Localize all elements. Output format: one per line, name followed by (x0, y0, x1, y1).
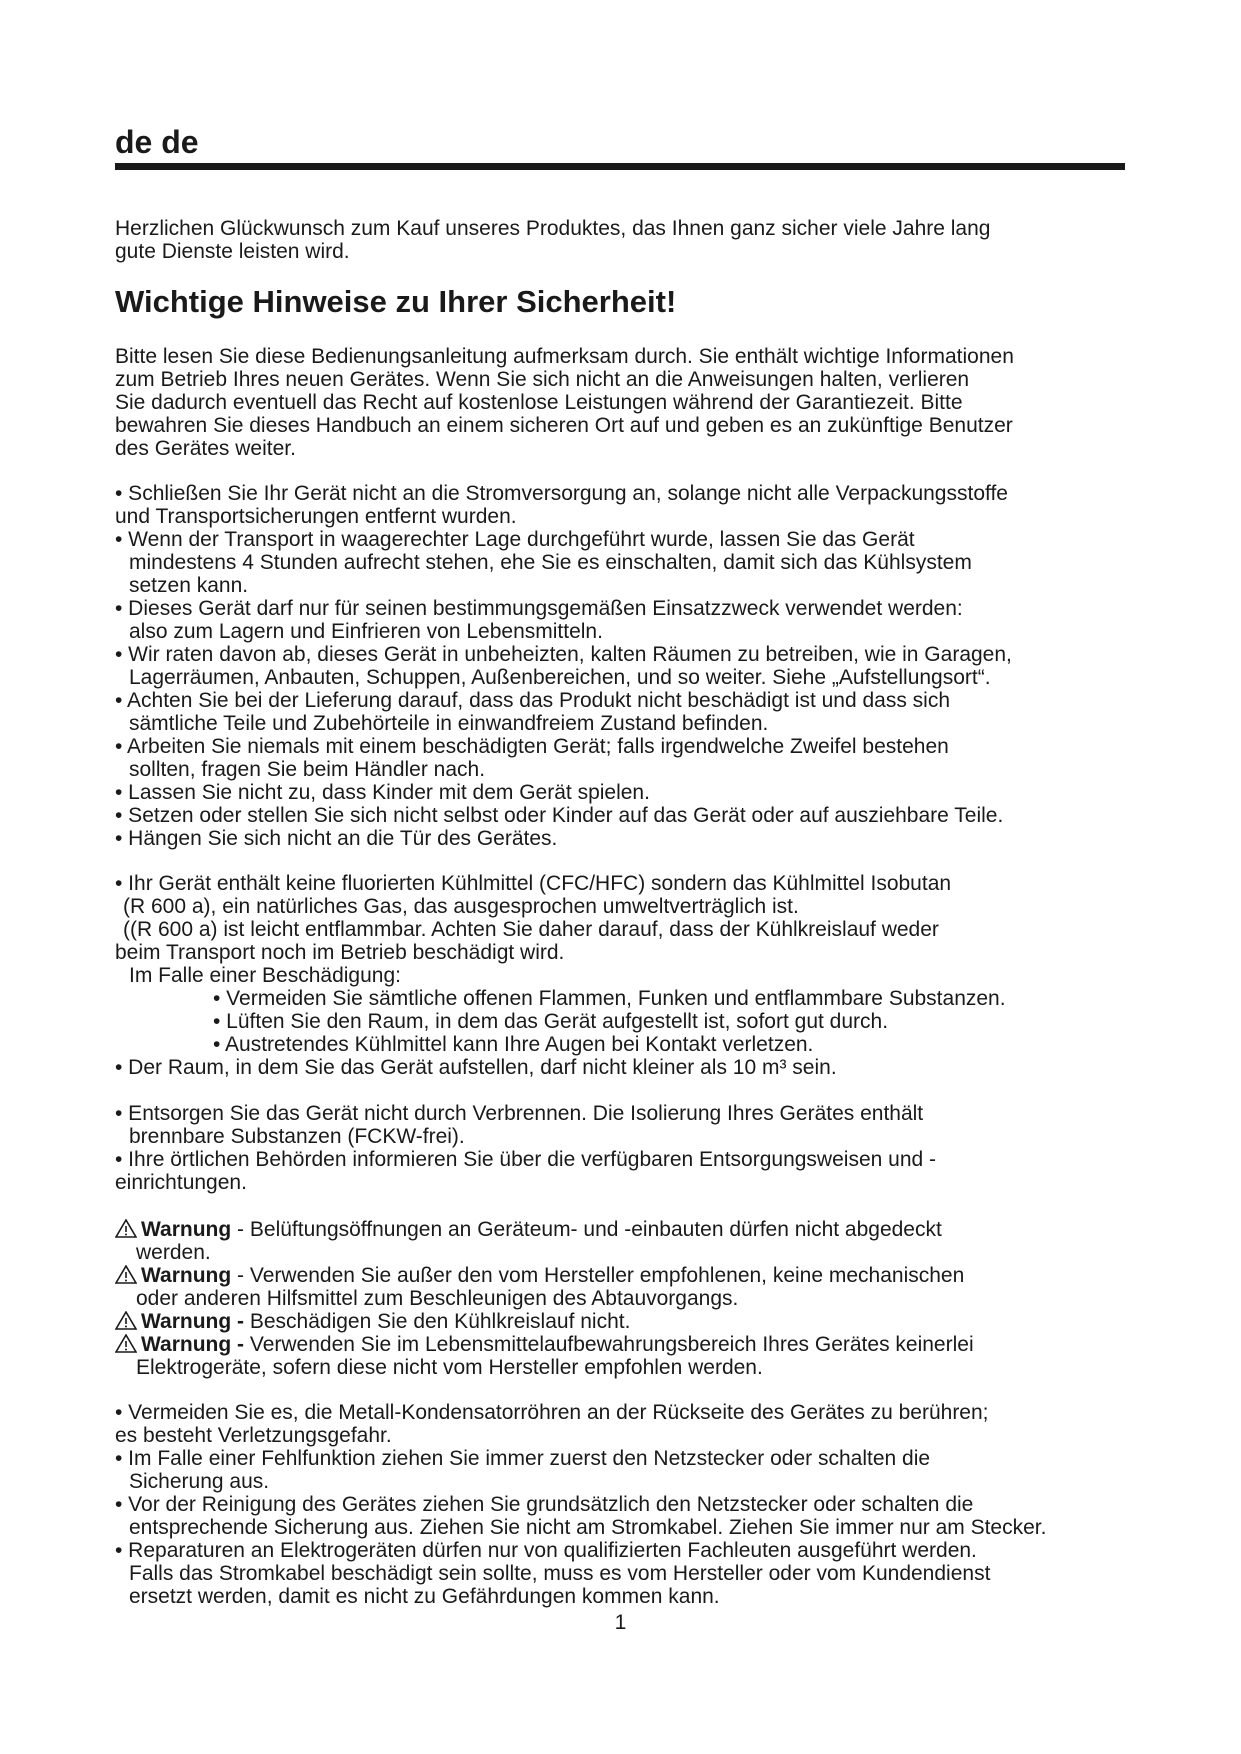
warning-label: Warnung - (141, 1310, 245, 1333)
text-line: • Ihre örtlichen Behörden informieren Sie über die verfügbaren Entsorgungsweisen und - (115, 1148, 936, 1171)
text-line: und Transportsicherungen entfernt wurden. (115, 505, 517, 528)
text-line: • Lüften Sie den Raum, in dem das Gerät aufgestellt ist, sofort gut durch. (213, 1010, 889, 1033)
warning-text: Verwenden Sie im Lebensmittelaufbewahrungsbereich Ihres Gerätes keinerlei (244, 1333, 974, 1356)
text-line: Sie dadurch eventuell das Recht auf kostenlose Leistungen während der Garantiezeit. Bitte (115, 391, 963, 414)
text-line: • Achten Sie bei der Lieferung darauf, dass das Produkt nicht beschädigt ist und dass sich (115, 689, 951, 712)
text-line: • Vermeiden Sie sämtliche offenen Flammen, Funken und entflammbare Substanzen. (213, 987, 1006, 1010)
text-line: bewahren Sie dieses Handbuch an einem sicheren Ort auf und geben es an zukünftige Benutzer (115, 414, 1013, 437)
text-line: • Wir raten davon ab, dieses Gerät in unbeheizten, kalten Räumen zu betreiben, wie in Garagen, (115, 643, 1012, 666)
text-line: Herzlichen Glückwunsch zum Kauf unseres Produktes, das Ihnen ganz sicher viele Jahre lang (115, 217, 991, 240)
text-line: ((R 600 a) ist leicht entflammbar. Achten Sie daher darauf, dass der Kühlkreislauf weder (123, 918, 939, 941)
warnings-list (115, 1218, 1155, 1379)
text-line: gute Dienste leisten wird. (115, 240, 350, 263)
text-line: • Schließen Sie Ihr Gerät nicht an die Stromversorgung an, solange nicht alle Verpackungsstoffe (115, 482, 1008, 505)
warning-triangle-icon (115, 1219, 137, 1238)
text-line: oder anderen Hilfsmittel zum Beschleunigen des Abtauvorgangs. (136, 1287, 739, 1310)
text-line: werden. (136, 1241, 211, 1264)
text-line: brennbare Substanzen (FCKW-frei). (129, 1125, 465, 1148)
warning-text: Beschädigen Sie den Kühlkreislauf nicht. (244, 1310, 631, 1333)
text-line: zum Betrieb Ihres neuen Gerätes. Wenn Sie sich nicht an die Anweisungen halten, verlieren (115, 368, 970, 391)
page-number: 1 (614, 1611, 627, 1634)
text-line: einrichtungen. (115, 1171, 247, 1194)
document-title: de de (115, 124, 199, 160)
text-line: • Der Raum, in dem Sie das Gerät aufstellen, darf nicht kleiner als 10 m³ sein. (115, 1056, 837, 1079)
text-line: sämtliche Teile und Zubehörteile in einwandfreiem Zustand befinden. (129, 712, 769, 735)
text-line: ersetzt werden, damit es nicht zu Gefährdungen kommen kann. (129, 1585, 720, 1608)
text-line: (R 600 a), ein natürliches Gas, das ausgesprochen umweltverträglich ist. (123, 895, 799, 918)
refrigerant-list (115, 872, 1155, 1079)
disposal-list (115, 1102, 1155, 1194)
text-line: entsprechende Sicherung aus. Ziehen Sie nicht am Stromkabel. Ziehen Sie immer nur am Stecker. (129, 1516, 1047, 1539)
text-line: Elektrogeräte, sofern diese nicht vom Hersteller empfohlen werden. (136, 1356, 763, 1379)
warning-item (115, 1264, 1155, 1287)
title-rule (115, 163, 1125, 170)
text-line: Falls das Stromkabel beschädigt sein sollte, muss es vom Hersteller oder vom Kundendienst (129, 1562, 991, 1585)
text-line: • Vermeiden Sie es, die Metall-Kondensatorröhren an der Rückseite des Gerätes zu berühren; (115, 1401, 989, 1424)
text-line: • Im Falle einer Fehlfunktion ziehen Sie immer zuerst den Netzstecker oder schalten die (115, 1447, 931, 1470)
section-heading: Wichtige Hinweise zu Ihrer Sicherheit! (115, 284, 677, 319)
text-line: Lagerräumen, Anbauten, Schuppen, Außenbereichen, und so weiter. Siehe „Aufstellungsort“. (129, 666, 991, 689)
text-line: • Dieses Gerät darf nur für seinen bestimmungsgemäßen Einsatzzweck verwendet werden: (115, 597, 963, 620)
text-line: setzen kann. (129, 574, 249, 597)
text-line: es besteht Verletzungsgefahr. (115, 1424, 392, 1447)
text-line: • Austretendes Kühlmittel kann Ihre Augen bei Kontakt verletzen. (213, 1033, 814, 1056)
warning-item (115, 1333, 1155, 1356)
text-line: • Vor der Reinigung des Gerätes ziehen Sie grundsätzlich den Netzstecker oder schalten die (115, 1493, 974, 1516)
text-line: • Lassen Sie nicht zu, dass Kinder mit dem Gerät spielen. (115, 781, 650, 804)
maintenance-list (115, 1401, 1155, 1608)
text-line: • Hängen Sie sich nicht an die Tür des Gerätes. (115, 827, 558, 850)
text-line: • Arbeiten Sie niemals mit einem beschädigten Gerät; falls irgendwelche Zweifel bestehen (115, 735, 949, 758)
warning-item (115, 1218, 1155, 1241)
text-line: • Setzen oder stellen Sie sich nicht selbst oder Kinder auf das Gerät oder auf ausziehbare Teile. (115, 804, 1004, 827)
text-line: • Ihr Gerät enthält keine fluorierten Kühlmittel (CFC/HFC) sondern das Kühlmittel Isobutan (115, 872, 952, 895)
warning-text: - Verwenden Sie außer den vom Hersteller empfohlenen, keine mechanischen (231, 1264, 965, 1287)
text-line: Sicherung aus. (129, 1470, 270, 1493)
text-line: beim Transport noch im Betrieb beschädigt wird. (115, 941, 565, 964)
text-line: • Wenn der Transport in waagerechter Lage durchgeführt wurde, lassen Sie das Gerät (115, 528, 915, 551)
text-line: also zum Lagern und Einfrieren von Lebensmitteln. (129, 620, 603, 643)
intro-instructions (115, 345, 1155, 460)
safety-list (115, 482, 1155, 850)
text-line: sollten, fragen Sie beim Händler nach. (129, 758, 486, 781)
warning-label: Warnung (141, 1218, 232, 1241)
text-line: Im Falle einer Beschädigung: (129, 964, 401, 987)
text-line: mindestens 4 Stunden aufrecht stehen, ehe Sie es einschalten, damit sich das Kühlsystem (129, 551, 972, 574)
text-line: des Gerätes weiter. (115, 437, 296, 460)
warning-text: - Belüftungsöffnungen an Geräteum- und -einbauten dürfen nicht abgedeckt (231, 1218, 942, 1241)
intro-paragraph (115, 217, 1155, 263)
warning-item (115, 1310, 1155, 1333)
warning-label: Warnung - (141, 1333, 245, 1356)
warning-triangle-icon (115, 1265, 137, 1284)
text-line: Bitte lesen Sie diese Bedienungsanleitung aufmerksam durch. Sie enthält wichtige Informationen (115, 345, 1014, 368)
text-line: • Entsorgen Sie das Gerät nicht durch Verbrennen. Die Isolierung Ihres Gerätes enthält (115, 1102, 924, 1125)
warning-label: Warnung (141, 1264, 232, 1287)
text-line: • Reparaturen an Elektrogeräten dürfen nur von qualifizierten Fachleuten ausgeführt werden. (115, 1539, 977, 1562)
warning-triangle-icon (115, 1334, 137, 1353)
warning-triangle-icon (115, 1311, 137, 1330)
